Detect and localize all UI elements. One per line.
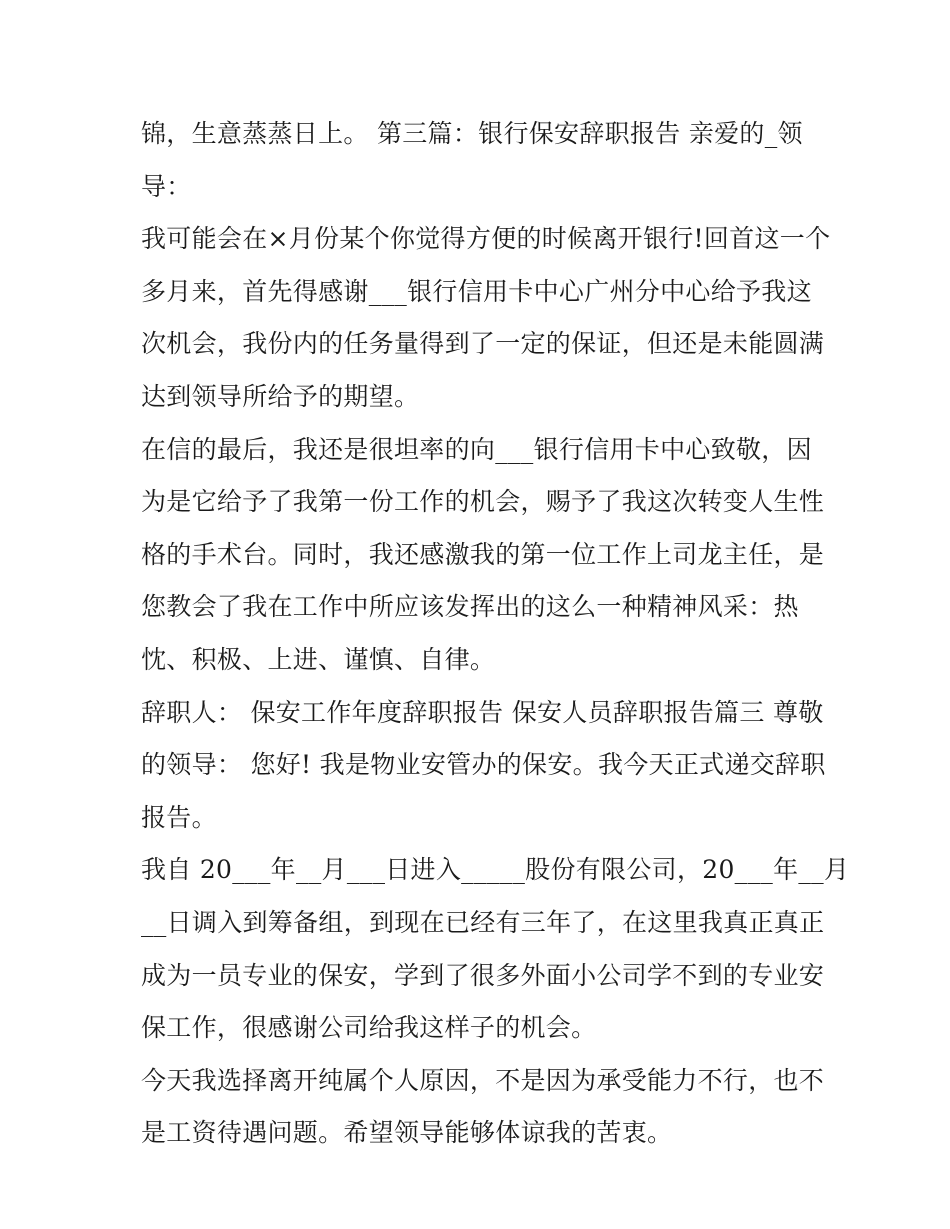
text-line: 忱、积极、上进、谨慎、自律。 bbox=[141, 644, 496, 674]
text-line: 报告。 bbox=[141, 802, 217, 832]
text-line: 辞职人： 保安工作年度辞职报告 保安人员辞职报告篇三 尊敬 bbox=[141, 697, 824, 727]
text-line: 的领导： 您好! 我是物业安管办的保安。我今天正式递交辞职 bbox=[141, 750, 826, 780]
text-line: 锦，生意蒸蒸日上。 第三篇：银行保安辞职报告 亲爱的_领 bbox=[141, 119, 803, 148]
text-line: 为是它给予了我第一份工作的机会，赐予了我这次转变人生性 bbox=[141, 487, 825, 517]
text-line: 我可能会在×月份某个你觉得方便的时候离开银行!回首这一个 bbox=[141, 224, 831, 254]
document-body bbox=[141, 108, 850, 1160]
text-line: 多月来，首先得感谢___银行信用卡中心广州分中心给予我这 bbox=[141, 276, 812, 306]
text-line: __日调入到筹备组，到现在已经有三年了，在这里我真正真正 bbox=[141, 907, 825, 937]
text-line: 达到领导所给予的期望。 bbox=[141, 381, 420, 411]
text-line: 保工作，很感谢公司给我这样子的机会。 bbox=[141, 1013, 597, 1043]
text-line: 次机会，我份内的任务量得到了一定的保证，但还是未能圆满 bbox=[141, 329, 825, 359]
text-line: 成为一员专业的保安，学到了很多外面小公司学不到的专业安 bbox=[141, 960, 825, 990]
text-line: 您教会了我在工作中所应该发挥出的这么一种精神风采：热 bbox=[141, 592, 799, 622]
text-line: 导： bbox=[141, 171, 192, 201]
text-line: 是工资待遇问题。希望领导能够体谅我的苦衷。 bbox=[141, 1118, 673, 1148]
text-line: 今天我选择离开纯属个人原因，不是因为承受能力不行，也不 bbox=[141, 1065, 825, 1095]
text-line: 在信的最后，我还是很坦率的向___银行信用卡中心致敬，因 bbox=[141, 434, 812, 464]
text-line: 格的手术台。同时，我还感激我的第一位工作上司龙主任，是 bbox=[141, 539, 825, 569]
text-line: 我自 20___年__月___日进入_____股份有限公司，20___年__月 bbox=[141, 855, 850, 885]
